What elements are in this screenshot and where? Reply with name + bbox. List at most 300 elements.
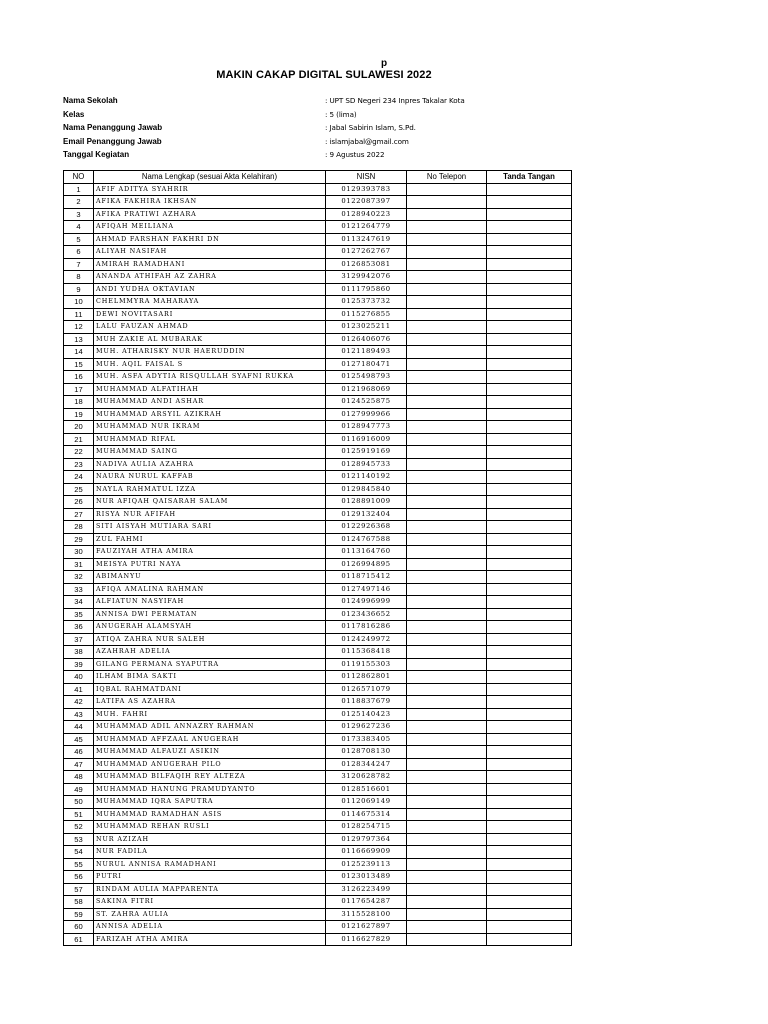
row-name: ANANDA ATHIFAH AZ ZAHRA (94, 271, 326, 284)
row-nisn: 0173383405 (326, 733, 407, 746)
row-no: 46 (64, 746, 94, 759)
row-no: 3 (64, 208, 94, 221)
info-row-responsible (63, 123, 663, 137)
row-telepon-cell (407, 596, 487, 609)
row-signature-cell (487, 571, 572, 584)
row-signature-cell (487, 796, 572, 809)
row-name: CHELMMYRA MAHARAYA (94, 296, 326, 309)
row-signature-cell (487, 871, 572, 884)
row-name: MUHAMMAD ANUGERAH PILO (94, 758, 326, 771)
row-no: 8 (64, 271, 94, 284)
table-row (64, 833, 572, 846)
row-no: 16 (64, 371, 94, 384)
row-no: 33 (64, 583, 94, 596)
row-nisn: 0119155303 (326, 658, 407, 671)
row-no: 21 (64, 433, 94, 446)
table-row (64, 783, 572, 796)
row-name: MUH. AQIL FAISAL S (94, 358, 326, 371)
row-signature-cell (487, 746, 572, 759)
row-name: NAURA NURUL KAFFAB (94, 471, 326, 484)
table-row (64, 321, 572, 334)
row-signature-cell (487, 196, 572, 209)
row-signature-cell (487, 683, 572, 696)
row-telepon-cell (407, 571, 487, 584)
table-row (64, 633, 572, 646)
row-nisn: 0112069149 (326, 796, 407, 809)
table-row (64, 883, 572, 896)
row-nisn: 0129393783 (326, 183, 407, 196)
info-value: : UPT SD Negeri 234 Inpres Takalar Kota (325, 96, 465, 105)
row-telepon-cell (407, 783, 487, 796)
table-row (64, 233, 572, 246)
table-row (64, 496, 572, 509)
row-nisn: 0116669909 (326, 846, 407, 859)
row-telepon-cell (407, 408, 487, 421)
row-name: IQBAL RAHMATDANI (94, 683, 326, 696)
row-name: ANNISA ADELIA (94, 921, 326, 934)
row-telepon-cell (407, 521, 487, 534)
row-nisn: 0121627897 (326, 921, 407, 934)
row-nisn: 0128254715 (326, 821, 407, 834)
row-telepon-cell (407, 671, 487, 684)
table-row (64, 271, 572, 284)
row-signature-cell (487, 708, 572, 721)
row-no: 59 (64, 908, 94, 921)
row-signature-cell (487, 183, 572, 196)
row-name: MUHAMMAD HANUNG PRAMUDYANTO (94, 783, 326, 796)
row-nisn: 0129627236 (326, 721, 407, 734)
row-no: 23 (64, 458, 94, 471)
table-row (64, 221, 572, 234)
row-name: LALU FAUZAN AHMAD (94, 321, 326, 334)
row-nisn: 0121968069 (326, 383, 407, 396)
info-label: Tanggal Kegiatan (63, 150, 130, 159)
info-label: Email Penanggung Jawab (63, 136, 162, 146)
row-name: AMIRAH RAMADHANI (94, 258, 326, 271)
row-signature-cell (487, 508, 572, 521)
row-signature-cell (487, 208, 572, 221)
row-no: 17 (64, 383, 94, 396)
row-nisn: 0127497146 (326, 583, 407, 596)
row-nisn: 0123025211 (326, 321, 407, 334)
row-signature-cell (487, 471, 572, 484)
row-signature-cell (487, 646, 572, 659)
table-row (64, 646, 572, 659)
row-signature-cell (487, 921, 572, 934)
table-row (64, 808, 572, 821)
row-telepon-cell (407, 496, 487, 509)
row-no: 35 (64, 608, 94, 621)
row-nisn: 0116916009 (326, 433, 407, 446)
row-no: 19 (64, 408, 94, 421)
row-telepon-cell (407, 683, 487, 696)
row-name: MUHAMMAD ALFATIHAH (94, 383, 326, 396)
row-no: 45 (64, 733, 94, 746)
row-no: 61 (64, 933, 94, 946)
row-no: 25 (64, 483, 94, 496)
row-no: 22 (64, 446, 94, 459)
row-signature-cell (487, 558, 572, 571)
row-name: MUHAMMAD AFFZAAL ANUGERAH (94, 733, 326, 746)
table-row (64, 458, 572, 471)
row-signature-cell (487, 583, 572, 596)
row-signature-cell (487, 608, 572, 621)
row-nisn: 0129132404 (326, 508, 407, 521)
row-telepon-cell (407, 546, 487, 559)
row-name: NADIVA AULIA AZAHRA (94, 458, 326, 471)
table-row (64, 583, 572, 596)
row-no: 9 (64, 283, 94, 296)
row-telepon-cell (407, 846, 487, 859)
table-row (64, 508, 572, 521)
row-no: 41 (64, 683, 94, 696)
row-name: NURUL ANNISA RAMADHANI (94, 858, 326, 871)
row-nisn: 0121140192 (326, 471, 407, 484)
row-no: 7 (64, 258, 94, 271)
row-nisn: 0128947773 (326, 421, 407, 434)
row-nisn: 0111795860 (326, 283, 407, 296)
row-nisn: 0125140423 (326, 708, 407, 721)
row-telepon-cell (407, 271, 487, 284)
row-name: MUH. ATHARISKY NUR HAERUDDIN (94, 346, 326, 359)
info-value: : 9 Agustus 2022 (325, 150, 385, 159)
row-no: 52 (64, 821, 94, 834)
row-telepon-cell (407, 333, 487, 346)
row-telepon-cell (407, 483, 487, 496)
row-nisn: 0115276855 (326, 308, 407, 321)
row-telepon-cell (407, 183, 487, 196)
row-signature-cell (487, 283, 572, 296)
row-name: MUHAMMAD RAMADHAN ASIS (94, 808, 326, 821)
row-nisn: 0125373732 (326, 296, 407, 309)
row-name: AFIKA PRATIWI AZHARA (94, 208, 326, 221)
row-telepon-cell (407, 433, 487, 446)
row-telepon-cell (407, 308, 487, 321)
row-no: 43 (64, 708, 94, 721)
row-signature-cell (487, 596, 572, 609)
row-no: 53 (64, 833, 94, 846)
row-nisn: 0122926368 (326, 521, 407, 534)
table-row (64, 208, 572, 221)
row-telepon-cell (407, 371, 487, 384)
row-nisn: 0122087397 (326, 196, 407, 209)
header-no: NO (64, 171, 94, 184)
row-name: PUTRI (94, 871, 326, 884)
row-nisn: 0127262767 (326, 246, 407, 259)
row-nisn: 0126571079 (326, 683, 407, 696)
row-telepon-cell (407, 796, 487, 809)
row-signature-cell (487, 433, 572, 446)
row-signature-cell (487, 233, 572, 246)
table-row (64, 546, 572, 559)
row-telepon-cell (407, 221, 487, 234)
table-row (64, 558, 572, 571)
row-signature-cell (487, 783, 572, 796)
row-telepon-cell (407, 883, 487, 896)
row-no: 37 (64, 633, 94, 646)
row-signature-cell (487, 821, 572, 834)
row-name: ANUGERAH ALAMSYAH (94, 621, 326, 634)
row-signature-cell (487, 533, 572, 546)
table-row (64, 671, 572, 684)
row-telepon-cell (407, 658, 487, 671)
row-name: NAYLA RAHMATUL IZZA (94, 483, 326, 496)
row-nisn: 0126853081 (326, 258, 407, 271)
row-no: 28 (64, 521, 94, 534)
row-name: AFIKA FAKHIRA IKHSAN (94, 196, 326, 209)
row-signature-cell (487, 883, 572, 896)
row-signature-cell (487, 246, 572, 259)
table-row (64, 858, 572, 871)
info-label: Nama Penanggung Jawab (63, 123, 163, 132)
participant-table (63, 170, 572, 946)
row-name: MUHAMMAD NUR IKRAM (94, 421, 326, 434)
row-no: 18 (64, 396, 94, 409)
row-signature-cell (487, 733, 572, 746)
table-row (64, 721, 572, 734)
row-signature-cell (487, 758, 572, 771)
row-signature-cell (487, 396, 572, 409)
row-signature-cell (487, 621, 572, 634)
row-nisn: 3126223499 (326, 883, 407, 896)
row-no: 26 (64, 496, 94, 509)
table-row (64, 483, 572, 496)
row-nisn: 0124996999 (326, 596, 407, 609)
row-nisn: 0123436652 (326, 608, 407, 621)
row-signature-cell (487, 308, 572, 321)
row-nisn: 0125919169 (326, 446, 407, 459)
row-nisn: 0125498793 (326, 371, 407, 384)
row-signature-cell (487, 671, 572, 684)
row-telepon-cell (407, 621, 487, 634)
row-signature-cell (487, 458, 572, 471)
row-name: MUHAMMAD ANDI ASHAR (94, 396, 326, 409)
row-no: 57 (64, 883, 94, 896)
row-nisn: 3115528100 (326, 908, 407, 921)
row-no: 51 (64, 808, 94, 821)
row-telepon-cell (407, 458, 487, 471)
row-no: 11 (64, 308, 94, 321)
row-no: 32 (64, 571, 94, 584)
table-row (64, 871, 572, 884)
row-no: 40 (64, 671, 94, 684)
table-row (64, 333, 572, 346)
row-no: 39 (64, 658, 94, 671)
row-no: 2 (64, 196, 94, 209)
row-name: SITI AISYAH MUTIARA SARI (94, 521, 326, 534)
info-label: Nama Sekolah (63, 96, 118, 105)
table-row (64, 608, 572, 621)
row-name: AFIF ADITYA SYAHRIR (94, 183, 326, 196)
row-nisn: 0123013489 (326, 871, 407, 884)
row-telepon-cell (407, 283, 487, 296)
row-telepon-cell (407, 733, 487, 746)
table-row (64, 683, 572, 696)
row-signature-cell (487, 321, 572, 334)
row-nisn: 0113247619 (326, 233, 407, 246)
row-nisn: 0118715412 (326, 571, 407, 584)
row-signature-cell (487, 908, 572, 921)
row-telepon-cell (407, 821, 487, 834)
table-row (64, 433, 572, 446)
row-nisn: 0128516601 (326, 783, 407, 796)
row-nisn: 0128940223 (326, 208, 407, 221)
row-nisn: 0126406076 (326, 333, 407, 346)
row-telepon-cell (407, 558, 487, 571)
table-header-row (64, 171, 572, 184)
table-row (64, 771, 572, 784)
row-telepon-cell (407, 871, 487, 884)
row-telepon-cell (407, 921, 487, 934)
row-no: 56 (64, 871, 94, 884)
table-row (64, 446, 572, 459)
row-nisn: 3120628782 (326, 771, 407, 784)
table-row (64, 908, 572, 921)
table-row (64, 471, 572, 484)
row-signature-cell (487, 358, 572, 371)
row-signature-cell (487, 846, 572, 859)
row-signature-cell (487, 896, 572, 909)
row-signature-cell (487, 258, 572, 271)
row-name: ZUL FAHMI (94, 533, 326, 546)
row-telepon-cell (407, 258, 487, 271)
row-signature-cell (487, 696, 572, 709)
row-telepon-cell (407, 633, 487, 646)
row-telepon-cell (407, 321, 487, 334)
header-telepon: No Telepon (407, 171, 487, 184)
row-signature-cell (487, 808, 572, 821)
info-value: : Jabal Sabirin Islam, S.Pd. (325, 123, 416, 132)
row-telepon-cell (407, 421, 487, 434)
row-nisn: 0127999966 (326, 408, 407, 421)
header-tanda-tangan: Tanda Tangan (487, 171, 572, 184)
row-telepon-cell (407, 833, 487, 846)
row-signature-cell (487, 383, 572, 396)
table-row (64, 708, 572, 721)
row-name: FARIZAH ATHA AMIRA (94, 933, 326, 946)
row-telepon-cell (407, 208, 487, 221)
row-nisn: 0128708130 (326, 746, 407, 759)
row-no: 15 (64, 358, 94, 371)
info-row-school (63, 96, 663, 110)
row-no: 1 (64, 183, 94, 196)
table-row (64, 521, 572, 534)
row-no: 38 (64, 646, 94, 659)
row-name: MEISYA PUTRI NAYA (94, 558, 326, 571)
row-telepon-cell (407, 196, 487, 209)
table-row (64, 308, 572, 321)
row-name: ST. ZAHRA AULIA (94, 908, 326, 921)
row-no: 4 (64, 221, 94, 234)
row-name: MUH ZAKIE AL MUBARAK (94, 333, 326, 346)
page-marker: p (380, 58, 388, 69)
table-row (64, 933, 572, 946)
row-name: MUHAMMAD REHAN RUSLI (94, 821, 326, 834)
info-row-email (63, 137, 663, 151)
row-nisn: 0117654287 (326, 896, 407, 909)
row-telepon-cell (407, 471, 487, 484)
row-telepon-cell (407, 346, 487, 359)
row-nisn: 0125239113 (326, 858, 407, 871)
row-telepon-cell (407, 908, 487, 921)
row-name: RINDAM AULIA MAPPARENTA (94, 883, 326, 896)
row-name: MUH. ASFA ADYTIA RISQULLAH SYAFNI RUKKA (94, 371, 326, 384)
row-signature-cell (487, 346, 572, 359)
row-no: 24 (64, 471, 94, 484)
table-row (64, 358, 572, 371)
row-no: 5 (64, 233, 94, 246)
row-no: 48 (64, 771, 94, 784)
row-no: 60 (64, 921, 94, 934)
table-row (64, 296, 572, 309)
row-name: RISYA NUR AFIFAH (94, 508, 326, 521)
row-nisn: 0129797364 (326, 833, 407, 846)
table-row (64, 346, 572, 359)
row-name: DEWI NOVITASARI (94, 308, 326, 321)
row-telepon-cell (407, 233, 487, 246)
row-telepon-cell (407, 296, 487, 309)
row-telepon-cell (407, 508, 487, 521)
row-no: 58 (64, 896, 94, 909)
row-name: ILHAM BIMA SAKTI (94, 671, 326, 684)
row-nisn: 0117816286 (326, 621, 407, 634)
row-name: ANNISA DWI PERMATAN (94, 608, 326, 621)
row-name: ANDI YUDHA OKTAVIAN (94, 283, 326, 296)
row-name: AFIQA AMALINA RAHMAN (94, 583, 326, 596)
table-row (64, 746, 572, 759)
row-name: MUHAMMAD ARSYIL AZIKRAH (94, 408, 326, 421)
row-nisn: 0124525875 (326, 396, 407, 409)
row-nisn: 3129942076 (326, 271, 407, 284)
row-signature-cell (487, 658, 572, 671)
row-nisn: 0118837679 (326, 696, 407, 709)
row-nisn: 0124249972 (326, 633, 407, 646)
table-row (64, 533, 572, 546)
row-no: 44 (64, 721, 94, 734)
row-signature-cell (487, 833, 572, 846)
row-telepon-cell (407, 708, 487, 721)
row-telepon-cell (407, 758, 487, 771)
row-nisn: 0115368418 (326, 646, 407, 659)
row-no: 50 (64, 796, 94, 809)
row-no: 30 (64, 546, 94, 559)
table-row (64, 821, 572, 834)
row-nisn: 0124767588 (326, 533, 407, 546)
row-name: NUR FADILA (94, 846, 326, 859)
row-telepon-cell (407, 583, 487, 596)
row-signature-cell (487, 408, 572, 421)
row-signature-cell (487, 771, 572, 784)
row-telepon-cell (407, 808, 487, 821)
row-no: 31 (64, 558, 94, 571)
row-nisn: 0121189493 (326, 346, 407, 359)
row-nisn: 0128891009 (326, 496, 407, 509)
row-signature-cell (487, 858, 572, 871)
row-nisn: 0116627829 (326, 933, 407, 946)
table-row (64, 408, 572, 421)
row-telepon-cell (407, 533, 487, 546)
table-row (64, 796, 572, 809)
row-telepon-cell (407, 383, 487, 396)
row-name: FAUZIYAH ATHA AMIRA (94, 546, 326, 559)
row-nisn: 0127180471 (326, 358, 407, 371)
row-telepon-cell (407, 246, 487, 259)
row-signature-cell (487, 421, 572, 434)
row-nisn: 0129845840 (326, 483, 407, 496)
row-name: MUHAMMAD RIFAL (94, 433, 326, 446)
row-signature-cell (487, 483, 572, 496)
row-name: ATIQA ZAHRA NUR SALEH (94, 633, 326, 646)
